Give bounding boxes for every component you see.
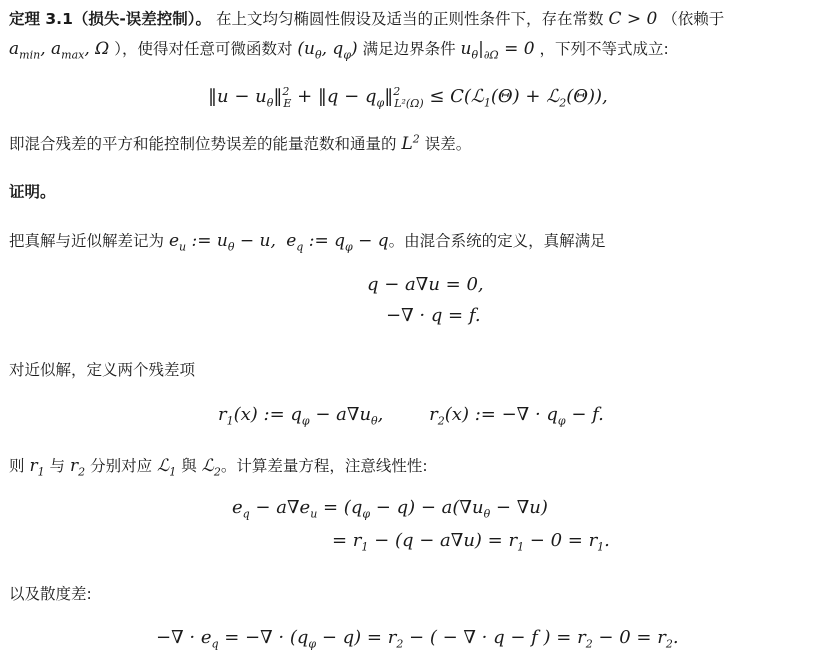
proof-p3-text-c: 分别对应 <box>90 457 153 475</box>
theorem-text-1: 在上文均匀椭圆性假设及适当的正则性条件下，存在常数 <box>215 10 604 28</box>
proof-loss-1: ℒ$_1$ <box>157 456 177 479</box>
theorem-dependencies: $a_{min}$, $a_{max}$, Ω <box>9 39 110 62</box>
proof-error-q: $e_q$ := $q_\varphi - q$ <box>280 231 389 254</box>
proof-paragraph-2: 对近似解，定义两个残差项 <box>9 361 196 379</box>
proof-paragraph-1 <box>9 230 606 252</box>
proof-label: 证明。 <box>9 183 56 201</box>
proof-r1: $r_1$ <box>29 456 45 479</box>
theorem-constant-condition: C > 0 <box>608 9 658 29</box>
proof-r2: $r_2$ <box>69 456 86 479</box>
theorem-l2-space: $L^2$ <box>401 132 420 154</box>
theorem-text-6: 即混合残差的平方和能控制位势误差的能量范数和通量的 <box>9 135 397 153</box>
mixed-system-eq-2: −∇ · q = f. <box>386 305 481 326</box>
theorem-text-7: 误差。 <box>424 135 472 153</box>
proof-paragraph-3 <box>9 455 428 477</box>
mixed-system-eq-1: q − a∇u = 0, <box>367 274 484 295</box>
proof-p1-text-a: 把真解与近似解差记为 <box>9 232 165 250</box>
difference-eq-2: = $r_1 - (q - a\nabla u) = r_1 - 0 = r_1$. <box>332 530 610 554</box>
theorem-line-1 <box>9 8 724 30</box>
theorem-text-4: 满足边界条件 <box>362 40 456 58</box>
difference-eq-1: $e_q - a\nabla e_u = (q_\varphi - q) - a(\nabla u_\theta - \nabla u)$ <box>232 497 548 521</box>
divergence-difference-eq: −∇ · $e_q$ = −∇ · $(q_\varphi - q) = r_2$ − ( − ∇ · q − f ) = $r_2 - 0 = r_2$. <box>156 627 679 651</box>
theorem-text-2: （依赖于 <box>662 10 725 28</box>
proof-paragraph-4: 以及散度差: <box>9 585 92 603</box>
proof-loss-2: ℒ$_2$ <box>201 456 221 479</box>
proof-p3-text-d: 與 <box>181 457 197 475</box>
theorem-function-pair: ($u_\theta$, $q_\varphi$) <box>297 39 358 62</box>
proof-p3-text-b: 与 <box>49 457 66 475</box>
theorem-text-3: ），使得对任意可微函数对 <box>114 40 293 58</box>
theorem-inequality: ‖u − $u_\theta‖^2_E$ + ‖q − $q_\varphi‖^2_{L^2(\Omega)}$ ≤ C(ℒ$_1$(Θ) + ℒ$_2$(Θ)), <box>208 85 608 110</box>
proof-p3-text-a: 则 <box>9 457 25 475</box>
proof-p3-text-e: 。计算差量方程，注意线性性: <box>220 457 428 475</box>
theorem-line-2 <box>9 38 669 60</box>
residual-definitions: $r_1(x)$ := $q_\varphi - a\nabla u_\theta$, $r_2(x)$ := −∇ · $q_\varphi - f$. <box>218 404 604 428</box>
proof-error-u: $e_u$ := $u_\theta - u$, <box>168 231 276 254</box>
theorem-boundary-condition: $u_\theta|_{\partial\Omega} = 0$ <box>460 39 535 62</box>
theorem-line-3 <box>9 133 471 155</box>
proof-p1-text-b: 。由混合系统的定义，真解满足 <box>388 232 606 250</box>
theorem-text-5: ，下列不等式成立: <box>539 40 669 58</box>
theorem-label: 定理 3.1（损失-误差控制）。 <box>9 10 212 28</box>
